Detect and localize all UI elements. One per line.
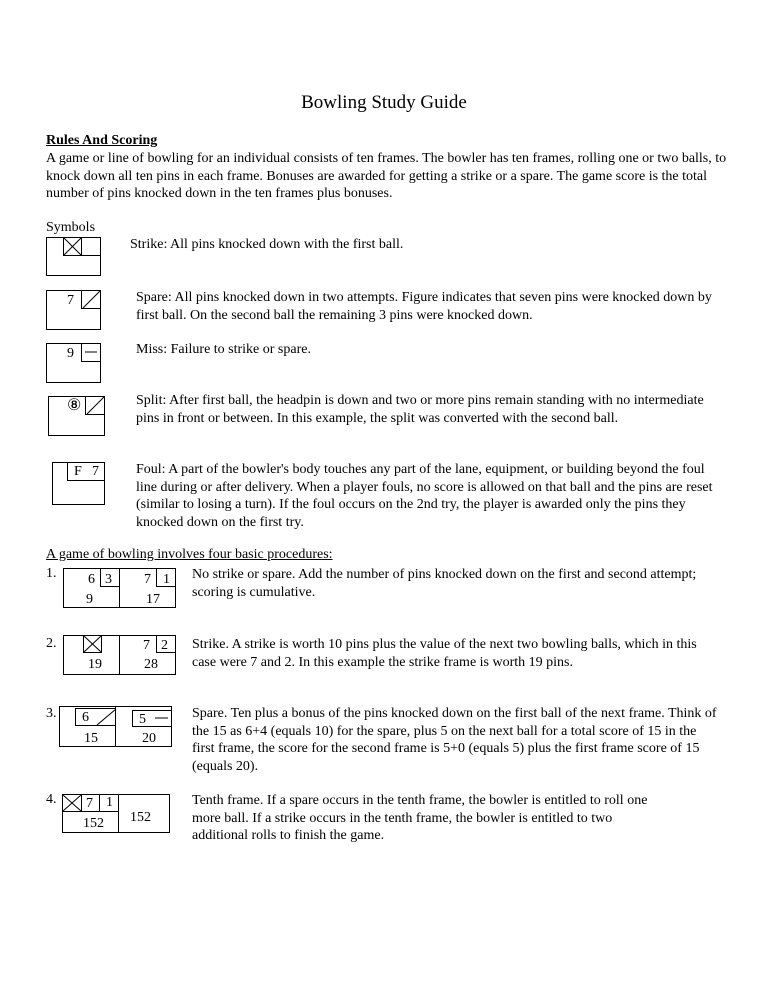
- proc3-f1-box: [97, 708, 116, 726]
- miss-box: [81, 343, 101, 362]
- proc3-description: Spare. Ten plus a bonus of the pins knocked down on the first ball of the next frame. Think of the 15 as 6+4 (equals 10) for the spare, plus 5 on the next ball for a total score of 15 in the first frame, the score for the second frame is 5+0 (equals 5) plus the first frame score of 15 (equals 20).: [192, 706, 717, 774]
- proc2-description: Strike. A strike is worth 10 pins plus the value of the next two bowling balls, which in this case were 7 and 2. In this example the strike frame is worth 19 pins.: [192, 637, 697, 670]
- proc4-frame-1: [62, 794, 119, 833]
- proc3-f2-box: [152, 710, 172, 727]
- proc4-f1-box: [62, 794, 82, 812]
- miss-first-ball: 9: [67, 346, 74, 361]
- proc2-frame-1: [63, 635, 120, 675]
- proc1-f2-second: 1: [163, 572, 170, 587]
- miss-symbol-frame: [46, 343, 101, 383]
- foul-description: Foul: A part of the bowler's body touches any part of the lane, equipment, or building beyond the foul line during or after delivery. When a player fouls, no score is allowed on that ball and the pins are reset (similar to losing a turn). If the foul occurs on the 2nd try, the player is awarded only the pins they knocked down on the first try.: [136, 462, 713, 530]
- proc4-f1-second-box: [82, 794, 100, 812]
- proc4-f1-third-box: [100, 794, 119, 812]
- spare-slash-icon: [97, 709, 116, 725]
- proc2-f2-score: 28: [144, 657, 158, 672]
- strike-x-icon: [84, 636, 101, 652]
- proc3-f1-score: 15: [84, 731, 98, 746]
- foul-box: [67, 462, 105, 481]
- miss-dash-icon: [82, 344, 100, 361]
- foul-second-ball: 7: [92, 464, 99, 479]
- procedure-number: 1.: [46, 566, 57, 581]
- proc4-description: Tenth frame. If a spare occurs in the tenth frame, the bowler is entitled to roll one more ball. If a strike occurs in the tenth frame, the bowler is entitled to two additional rolls to finish the game.: [192, 793, 648, 843]
- proc4-f2-score: 152: [130, 810, 151, 825]
- split-slash-icon: [86, 397, 104, 414]
- proc2-f2-first: 7: [143, 638, 150, 653]
- proc2-f2-box: [156, 635, 176, 653]
- proc3-f2-score: 20: [142, 731, 156, 746]
- proc1-frame-2: [119, 568, 176, 608]
- proc3-f2-first-box: [132, 710, 152, 727]
- proc1-f2-box: [156, 568, 176, 587]
- strike-description: Strike: All pins knocked down with the first ball.: [130, 237, 404, 252]
- spare-slash-icon: [82, 291, 100, 308]
- proc2-f1-score: 19: [88, 657, 102, 672]
- miss-description: Miss: Failure to strike or spare.: [136, 342, 311, 357]
- strike-x-icon: [64, 238, 81, 255]
- proc1-f1-box: [100, 568, 120, 587]
- proc1-frame-1: [63, 568, 120, 608]
- procedure-number: 3.: [46, 706, 57, 721]
- proc3-f1-first: 6: [82, 710, 89, 725]
- proc3-frame-2: [115, 706, 172, 747]
- procedure-number: 2.: [46, 636, 57, 651]
- spare-symbol-frame: [46, 290, 101, 330]
- proc4-f1-second: 7: [86, 796, 93, 811]
- spare-first-ball: 7: [67, 293, 74, 308]
- spare-description: Spare: All pins knocked down in two attempts. Figure indicates that seven pins were knocked down by first ball. On the second ball the remaining 3 pins were knocked down.: [136, 290, 712, 323]
- proc1-f1-score: 9: [86, 592, 93, 607]
- strike-x-icon: [63, 795, 81, 811]
- page-title: Bowling Study Guide: [301, 92, 467, 113]
- foul-first-ball: F: [74, 464, 82, 479]
- proc1-f1-first: 6: [88, 572, 95, 587]
- rules-paragraph: A game or line of bowling for an individual consists of ten frames. The bowler has ten frames, rolling one or two balls, to knock down all ten pins in each frame. Bonuses are awarded for getting a strike or a spare. The game score is the total number of pins knocked down in the ten frames plus bonuses.: [46, 151, 727, 201]
- strike-box: [63, 237, 82, 256]
- proc2-frame-2: [119, 635, 176, 675]
- section-heading-procedures: A game of bowling involves four basic procedures:: [46, 547, 333, 562]
- proc4-f1-third: 1: [106, 795, 113, 810]
- proc2-f2-second: 2: [161, 638, 168, 653]
- proc1-f2-score: 17: [146, 592, 160, 607]
- proc2-f1-box: [83, 635, 102, 653]
- split-symbol-frame: [48, 396, 105, 436]
- foul-symbol-frame: [52, 462, 105, 505]
- miss-dash-icon: [152, 711, 170, 726]
- split-box: [85, 396, 105, 415]
- proc4-f1-score: 152: [83, 816, 104, 831]
- strike-symbol-frame: [46, 237, 101, 276]
- proc1-description: No strike or spare. Add the number of pins knocked down on the first and second attempt; scoring is cumulative.: [192, 567, 697, 600]
- proc1-f2-first: 7: [144, 572, 151, 587]
- strike-second-box: [82, 237, 101, 256]
- proc3-f2-first: 5: [139, 712, 146, 727]
- spare-box: [81, 290, 101, 309]
- section-heading-rules: Rules And Scoring: [46, 133, 158, 148]
- proc4-frame-2: [118, 794, 170, 833]
- proc1-f1-second: 3: [105, 572, 112, 587]
- procedure-number: 4.: [46, 792, 57, 807]
- split-first-ball: ⑧: [67, 397, 82, 414]
- symbols-label: Symbols: [46, 220, 96, 235]
- proc3-f1-first-box: [75, 708, 97, 726]
- proc3-frame-1: [59, 706, 116, 747]
- split-description: Split: After first ball, the headpin is down and two or more pins remain standing with no intermediate pins in front or between. In this example, the split was converted with the second ball.: [136, 393, 704, 426]
